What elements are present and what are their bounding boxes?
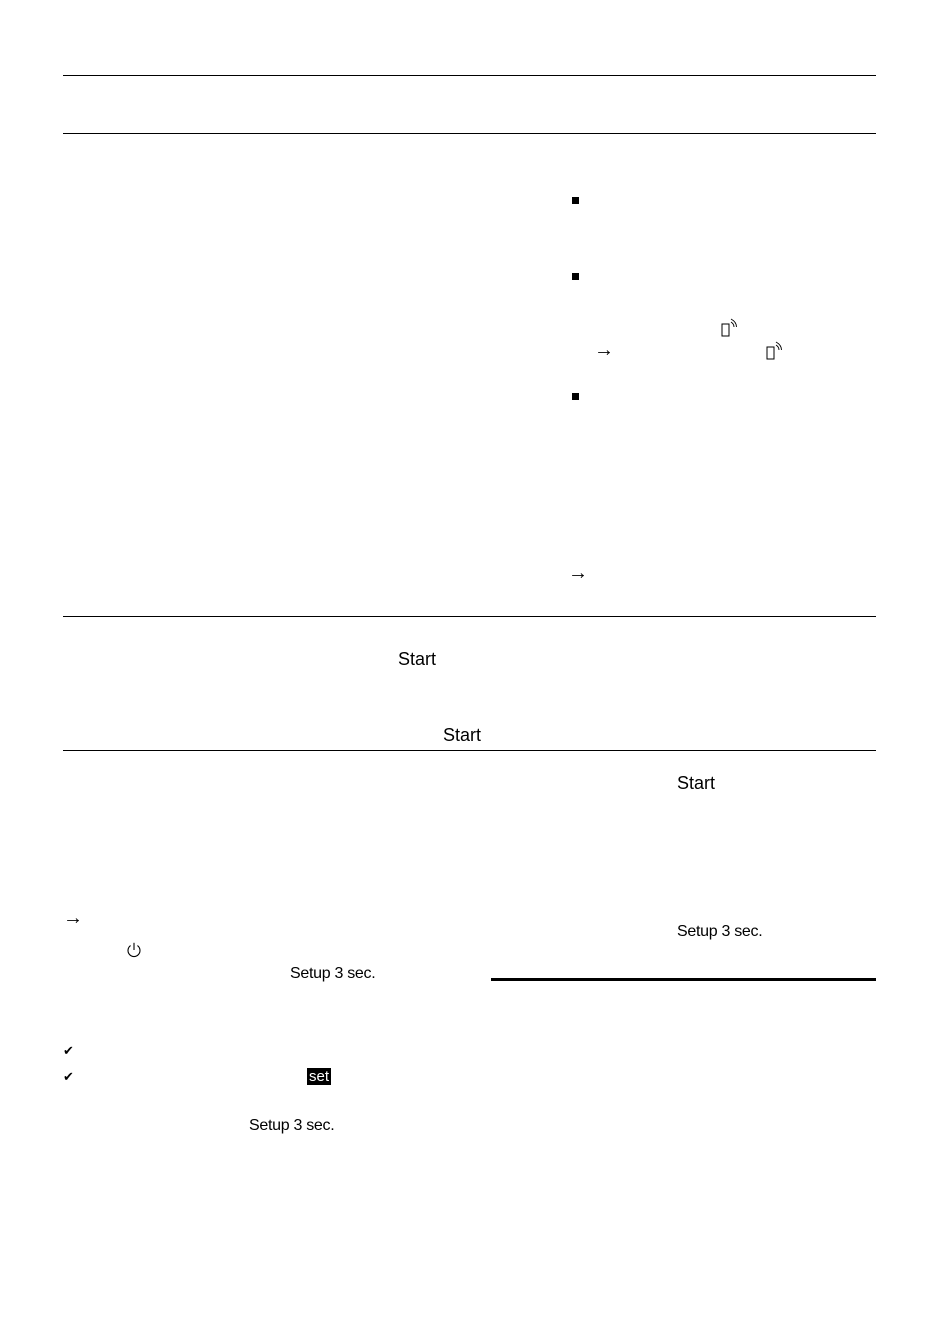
square-bullet-icon: [572, 273, 579, 280]
start-button-label: Start: [443, 725, 482, 745]
start-button-label: Start: [677, 773, 716, 793]
arrow-right-icon: →: [594, 339, 614, 361]
header-rule-top: [63, 75, 876, 76]
section-divider-2: [63, 750, 876, 751]
set-display-badge: set: [309, 1068, 330, 1085]
setup-button-label: Setup 3 sec.: [290, 965, 376, 982]
setup-button-label: Setup 3 sec.: [249, 1117, 335, 1134]
start-button-label: Start: [398, 649, 437, 669]
power-icon: [126, 942, 142, 958]
checkmark-icon: ✔: [63, 1043, 74, 1058]
header-rule-bottom: [63, 133, 876, 134]
setup-button-label: Setup 3 sec.: [677, 923, 763, 940]
section-divider-1: [63, 616, 876, 617]
arrow-right-icon: →: [568, 562, 588, 584]
right-column-rule: [491, 978, 876, 981]
square-bullet-icon: [572, 197, 579, 204]
arrow-right-icon: →: [63, 907, 83, 929]
remote-start-phone-icon: [721, 318, 737, 338]
square-bullet-icon: [572, 393, 579, 400]
remote-start-phone-icon: [766, 341, 782, 361]
checkmark-icon: ✔: [63, 1069, 74, 1084]
